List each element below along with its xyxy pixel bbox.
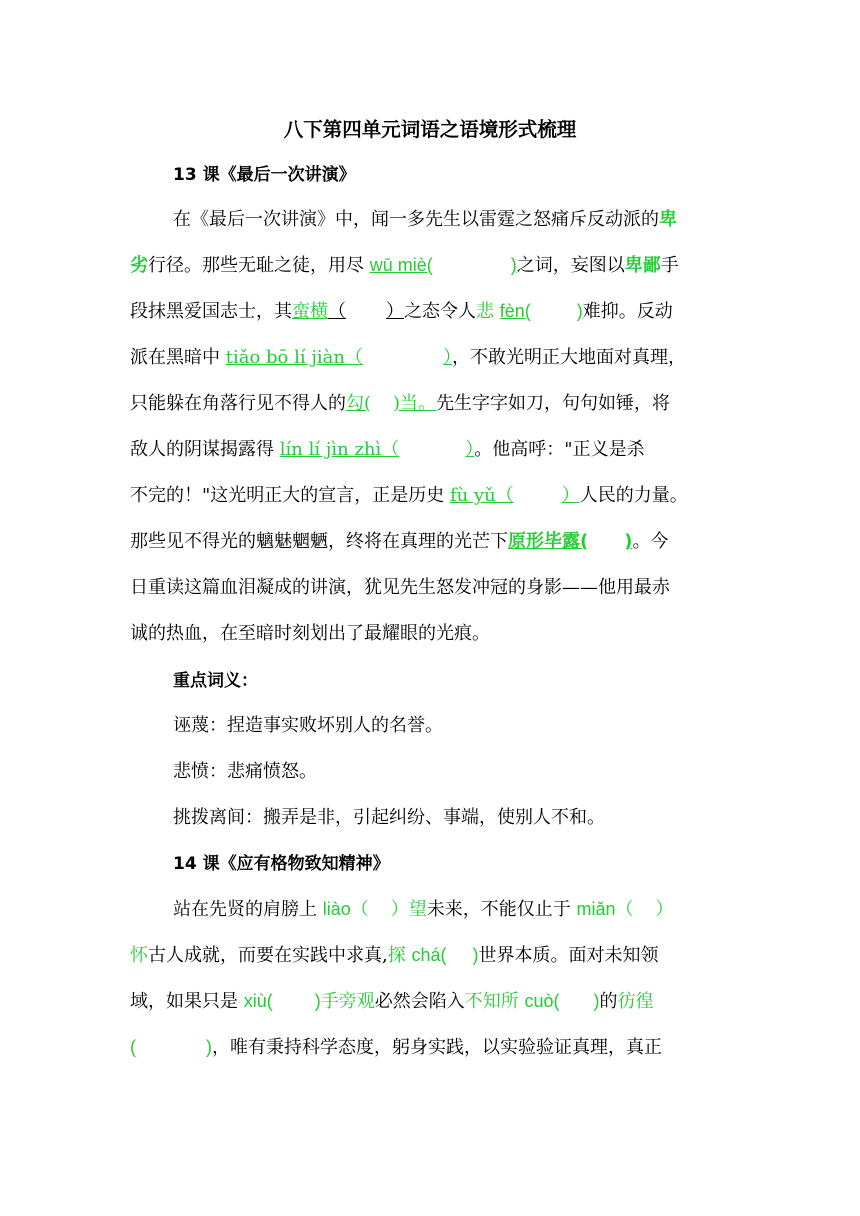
text: 之词，妄图以: [516, 255, 625, 276]
text: 古人成就，而要在实践中求真,: [148, 945, 388, 966]
pinyin-blank: fèn( ): [499, 301, 583, 321]
pinyin-blank: cuò( ): [524, 991, 600, 1011]
text: 之态令人: [404, 301, 476, 322]
char-blank: （ ）: [328, 301, 404, 322]
lesson-13-line-2: [130, 251, 740, 277]
text: 敌人的阴谋揭露得: [130, 439, 280, 460]
text: ，唯有秉持科学态度，躬身实践，以实验验证真理，真正: [212, 1037, 662, 1058]
text: 先生字字如刀，句句如锤，将: [436, 393, 671, 414]
text: 难抑。反动: [582, 301, 673, 322]
pinyin-blank: lín lí jìn zhì（ ）: [279, 439, 475, 460]
char-blank: 原形毕露( ): [508, 531, 633, 552]
char-blank: 勾( )当。: [346, 393, 437, 414]
pinyin-blank: tiǎo bō lí jiàn（ ）: [225, 347, 452, 368]
lesson-13-line-9: 日重读这篇血泪凝成的讲演，犹见先生怒发冲冠的身影——他用最赤: [130, 577, 670, 598]
char-blank: ( ): [130, 1037, 212, 1057]
lesson-14-heading: 14 课《应有格物致知精神》: [173, 854, 390, 874]
answer-word: 卑: [659, 209, 677, 230]
text: 行径。那些无耻之徒，用尽: [148, 255, 370, 276]
pinyin-blank: fù yǔ（ ）: [450, 485, 580, 506]
lesson-13-line-3: [130, 297, 740, 323]
pinyin-blank: chá( ): [411, 945, 479, 965]
vocab-heading: 重点词义：: [173, 671, 258, 691]
text: 站在先贤的肩膀上: [173, 899, 323, 920]
text: 未来，不能仅止于: [426, 899, 577, 920]
lesson-14-line-3: [130, 987, 740, 1013]
answer-word: 悲: [476, 301, 500, 322]
lesson-14-line-2: [130, 941, 740, 967]
answer-word: 探: [387, 945, 412, 966]
text: 派在黑暗中: [130, 347, 226, 368]
lesson-13-line-6: [130, 435, 740, 461]
pinyin-blank: wū miè( ): [369, 255, 517, 275]
pinyin-blank: liào（ ）望: [322, 899, 427, 919]
lesson-13-line-10: 诚的热血，在至暗时刻划出了最耀眼的光痕。: [130, 623, 490, 644]
text: 不完的！"这光明正大的宣言，正是历史: [130, 485, 450, 506]
answer-word: 怀: [130, 945, 148, 966]
lesson-13-line-7: [130, 481, 740, 507]
definition: 挑拨离间：搬弄是非，引起纠纷、事端，使别人不和。: [173, 807, 605, 828]
text: 。今: [632, 531, 669, 552]
lesson-13-heading: 13 课《最后一次讲演》: [173, 165, 356, 185]
text: 只能躲在角落行见不得人的: [130, 393, 346, 414]
text: 域，如果只是: [130, 991, 244, 1012]
lesson-13-line-1: [173, 205, 783, 231]
answer-word: 卑鄙: [624, 255, 661, 276]
text: 在《最后一次讲演》中，闻一多先生以雷霆之怒痛斥反动派的: [173, 209, 659, 230]
text: 手: [660, 255, 679, 276]
text: 。他高呼："正义是杀: [474, 439, 645, 460]
text: 段抹黑爱国志士，其: [130, 301, 292, 322]
answer-word: 蛮横: [292, 301, 328, 322]
text: 世界本质。面对未知领: [478, 945, 659, 966]
text: 的: [599, 991, 618, 1012]
definition: 悲愤：悲痛愤怒。: [173, 761, 317, 782]
text: 人民的力量。: [579, 485, 688, 506]
answer-word: 劣: [130, 255, 148, 276]
lesson-13-line-4: [130, 343, 740, 369]
lesson-14-line-4: [130, 1033, 740, 1059]
answer-word: 不知所: [464, 991, 525, 1012]
text: 必然会陷入: [374, 991, 465, 1012]
pinyin-blank: miǎn（ ）: [576, 899, 674, 919]
answer-word: 彷徨: [617, 991, 654, 1012]
definition: 诬蔑：捏造事实败坏别人的名誉。: [173, 715, 443, 736]
document-title: 八下第四单元词语之语境形式梳理: [283, 118, 577, 141]
lesson-13-line-8: [130, 527, 740, 553]
lesson-13-line-5: [130, 389, 740, 415]
text: ，不敢光明正大地面对真理，: [452, 347, 686, 368]
lesson-14-line-1: [173, 895, 783, 921]
text: 那些见不得光的魑魅魍魉，终将在真理的光芒下: [130, 531, 508, 552]
pinyin-blank: xiù( )手旁观: [243, 991, 375, 1011]
